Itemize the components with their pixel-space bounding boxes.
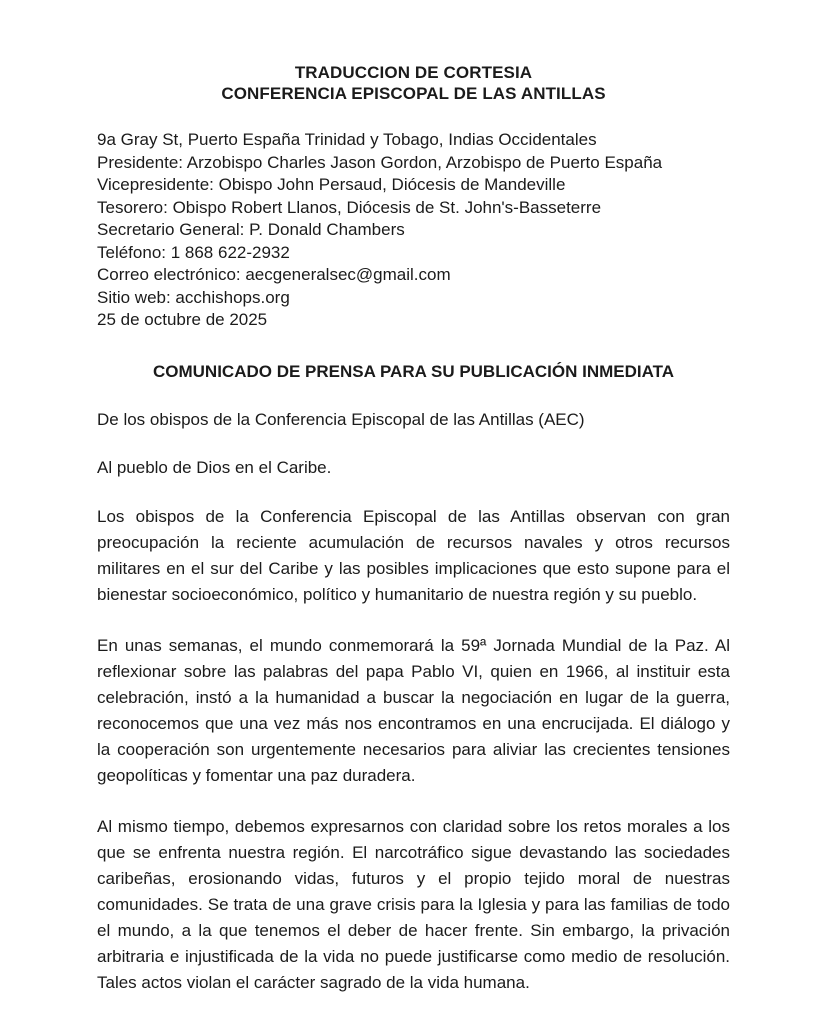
body-paragraph-1: Los obispos de la Conferencia Episcopal de las Antillas observan con gran preocupación la reciente acumulación de recursos navales y otros recursos militares en el sur del Caribe y las posibles implicaciones que esto supone para el bienestar socioeconómico, político y humanitario de nuestra región y su pueblo.: [97, 506, 730, 604]
address-line: 9a Gray St, Puerto España Trinidad y Tobago, Indias Occidentales: [97, 130, 597, 149]
salutation-to-line: Al pueblo de Dios en el Caribe.: [97, 457, 332, 477]
phone-line: Teléfono: 1 868 622-2932: [97, 242, 290, 262]
document-title: [97, 62, 730, 104]
press-release-headline: COMUNICADO DE PRENSA PARA SU PUBLICACIÓN INMEDIATA: [152, 361, 675, 381]
website-line: Sitio web: acchishops.org: [97, 287, 290, 307]
president-line: Presidente: Arzobispo Charles Jason Gordon, Arzobispo de Puerto España: [97, 152, 663, 172]
treasurer-line: Tesorero: Obispo Robert Llanos, Diócesis de St. John's-Basseterre: [97, 197, 602, 217]
email-line: Correo electrónico: aecgeneralsec@gmail.com: [97, 265, 451, 284]
vice-president-line: Vicepresidente: Obispo John Persaud, Diócesis de Mandeville: [97, 175, 566, 194]
letterhead-contact-block: [97, 129, 730, 332]
document-title-line-2: CONFERENCIA EPISCOPAL DE LAS ANTILLAS: [221, 84, 606, 103]
salutation-from-line: De los obispos de la Conferencia Episcopal de las Antillas (AEC): [97, 409, 585, 429]
body-paragraph-3: Al mismo tiempo, debemos expresarnos con claridad sobre los retos morales a los que se enfrenta nuestra región. El narcotráfico sigue devastando las sociedades caribeñas, erosionando vidas, futuros y el propio tejido moral de nuestras comunidades. Se trata de una grave crisis para la Iglesia y para las familias de todo el mundo, a la que tenemos el deber de hacer frente. Sin embargo, la privación arbitraria e injustificada de la vida no puede justificarse como medio de resolución. Tales actos violan el carácter sagrado de la vida humana.: [97, 816, 730, 992]
document-title-line-1: TRADUCCION DE CORTESIA: [294, 63, 533, 82]
general-secretary-line: Secretario General: P. Donald Chambers: [97, 220, 405, 239]
body-paragraph-2: En unas semanas, el mundo conmemorará la 59ª Jornada Mundial de la Paz. Al reflexionar sobre las palabras del papa Pablo VI, quien en 1966, al instituir esta celebración, instó a la humanidad a buscar la negociación en lugar de la guerra, reconocemos que una vez más nos encontramos en una encrucijada. El diálogo y la cooperación son urgentemente necesarios para aliviar las crecientes tensiones geopolíticas y fomentar una paz duradera.: [97, 635, 730, 785]
date-line: 25 de octubre de 2025: [97, 310, 268, 329]
